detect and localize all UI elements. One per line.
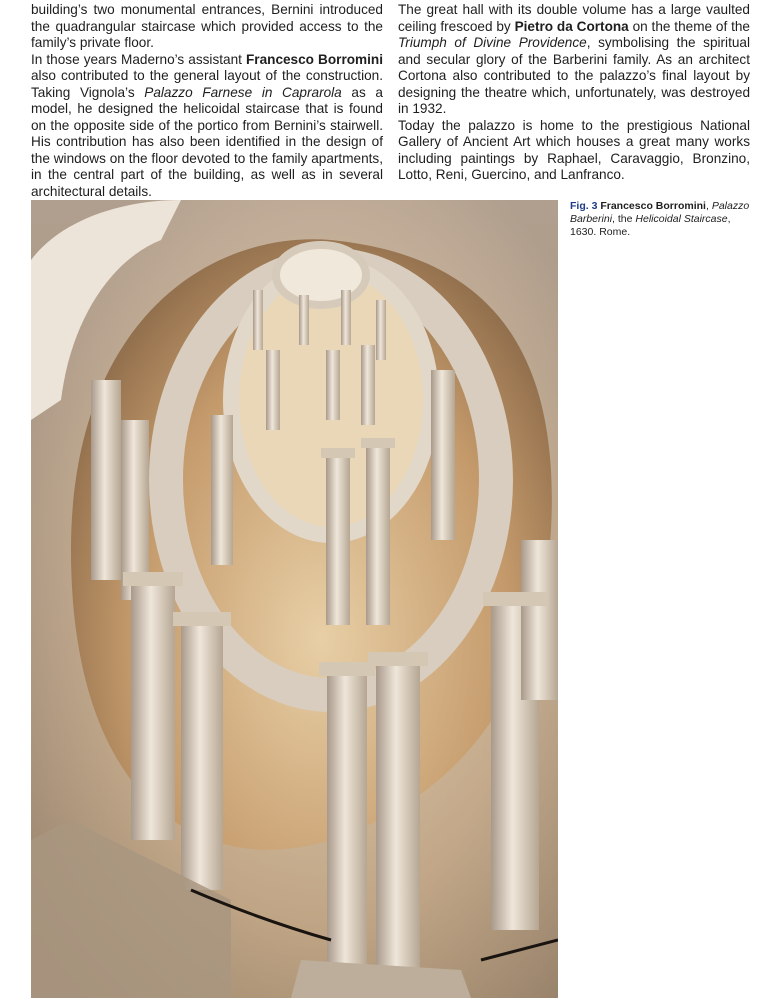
cortona-name: Pietro da Cortona [514, 18, 629, 34]
caption-date: , 1630. Rome. [570, 213, 731, 238]
left-paragraph-2: In those years Maderno’s assistant Francesco Borromini also contributed to the general layout of the construction. Taking Vignola’s Palazzo Farnese in Caprarola as a model, he designed the helicoidal staircase that is found on the opposite side of the portico from Bernini’s stairwell. His contribution has also been identified in the design of the windows on the floor devoted to the family apartments, in the central part of the building, as well as in several architectural details. [31, 51, 383, 199]
left-paragraph-1: building’s two monumental entrances, Bernini introduced the quadrangular staircase which provided access to the family’s private floor. [31, 2, 383, 50]
figure-label: Fig. 3 [570, 200, 598, 212]
caption-work: Helicoidal Staircase [635, 213, 728, 225]
caption-artist: Francesco Borromini [600, 200, 706, 212]
left-text-column [31, 2, 383, 200]
helicoidal-staircase-photo [31, 200, 558, 998]
figure-caption: Fig. 3 Francesco Borromini, Palazzo Barberini, the Helicoidal Staircase, 1630. Rome. [570, 200, 750, 238]
oculus [276, 245, 366, 305]
right-paragraph-1: The great hall with its double volume has a large vaulted ceiling frescoed by Pietro da Cortona on the theme of the Triumph of Divine Providence, symbolising the spiritual and secular glory of the Barberini family. As an architect Cortona also contributed to the palazzo’s final layout by designing the theatre which, unfortunately, was destroyed in 1932. [398, 2, 750, 116]
farnese-title: Palazzo Farnese in Caprarola [144, 84, 342, 100]
right-text-column [398, 2, 750, 184]
triumph-title: Triumph of Divine Providence [398, 35, 587, 50]
caption-place: Palazzo Barberini [570, 200, 750, 225]
borromini-name: Francesco Borromini [245, 51, 383, 67]
right-paragraph-2: Today the palazzo is home to the prestigious National Gallery of Ancient Art which houses a great many works including paintings by Raphael, Caravaggio, Bronzino, Lotto, Reni, Guercino, and Lanfranco. [398, 117, 750, 182]
staircase-illustration [31, 200, 558, 998]
